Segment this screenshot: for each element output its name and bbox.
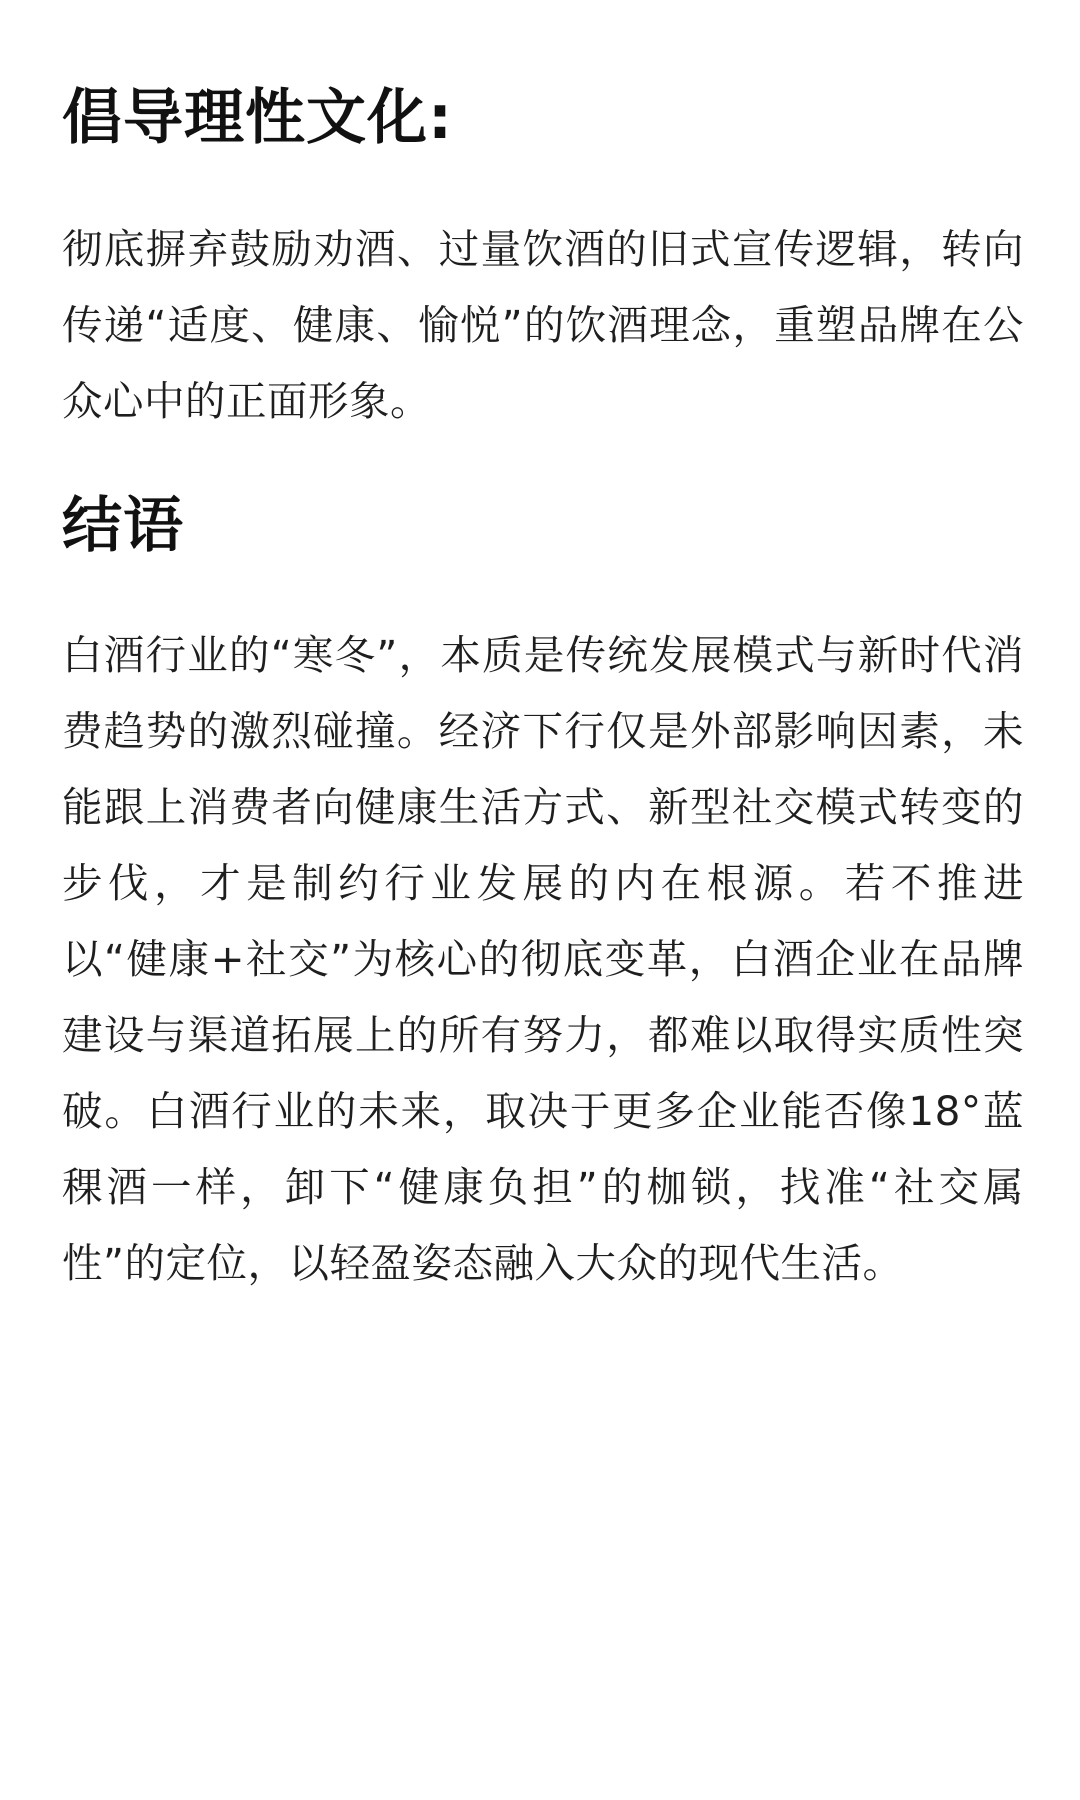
section-paragraph-rational-culture: 彻底摒弃鼓励劝酒、过量饮酒的旧式宣传逻辑，转向传递“适度、健康、愉悦”的饮酒理念，重塑品牌在公众心中的正面形象。	[62, 225, 1024, 425]
section-paragraph-conclusion: 白酒行业的“寒冬”，本质是传统发展模式与新时代消费趋势的激烈碰撞。经济下行仅是外部影响因素，未能跟上消费者向健康生活方式、新型社交模式转变的步伐，才是制约行业发展的内在根源。若不推进以“健康+社交”为核心的彻底变革，白酒企业在品牌建设与渠道拓展上的所有努力，都难以取得实质性突破。白酒行业的未来，取决于更多企业能否像18°蓝稞酒一样，卸下“健康负担”的枷锁，找准“社交属性”的定位，以轻盈姿态融入大众的现代生活。	[62, 631, 1024, 1287]
section-heading-rational-culture: 倡导理性文化:	[62, 83, 453, 153]
section-heading-conclusion: 结语	[62, 491, 184, 561]
